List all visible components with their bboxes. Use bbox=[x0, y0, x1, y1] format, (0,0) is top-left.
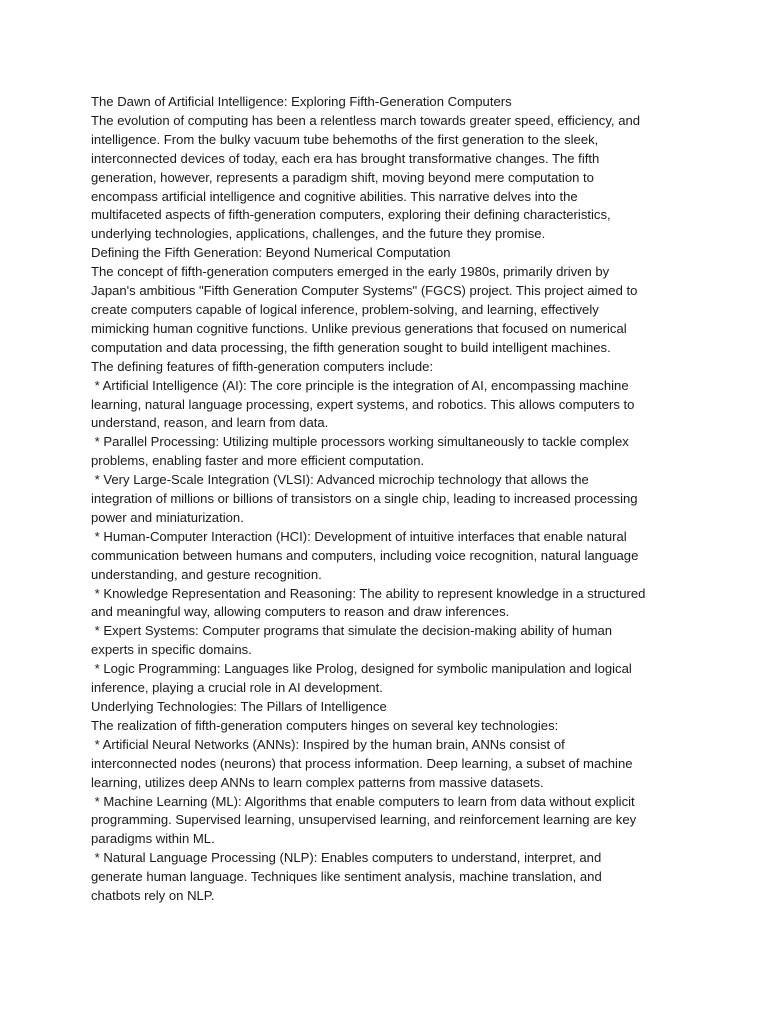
paragraph-line: mimicking human cognitive functions. Unlike previous generations that focused on numerical bbox=[91, 320, 627, 336]
list-item-line: programming. Supervised learning, unsupervised learning, and reinforcement learning are key bbox=[91, 812, 637, 828]
list-item-line: experts in specific domains. bbox=[91, 642, 252, 658]
paragraph-line: interconnected devices of today, each era has brought transformative changes. The fifth bbox=[91, 150, 600, 166]
list-item-line: communication between humans and computers, including voice recognition, natural language bbox=[91, 547, 639, 563]
section-heading: Defining the Fifth Generation: Beyond Numerical Computation bbox=[91, 245, 451, 261]
paragraph-line: multifaceted aspects of fifth-generation computers, exploring their defining characteristics, bbox=[91, 207, 611, 223]
list-item-line: paradigms within ML. bbox=[91, 831, 215, 847]
list-item-line: * Very Large-Scale Integration (VLSI): Advanced microchip technology that allows the bbox=[91, 472, 589, 488]
paragraph-line: generation, however, represents a paradigm shift, moving beyond mere computation to bbox=[91, 169, 594, 185]
section-heading: Underlying Technologies: The Pillars of Intelligence bbox=[91, 699, 387, 714]
paragraph-line: encompass artificial intelligence and cognitive abilities. This narrative delves into the bbox=[91, 188, 578, 204]
list-item-line: interconnected nodes (neurons) that process information. Deep learning, a subset of machine bbox=[91, 755, 633, 771]
list-item-line: understand, reason, and learn from data. bbox=[91, 415, 329, 431]
list-item-line: * Natural Language Processing (NLP): Enables computers to understand, interpret, and bbox=[91, 850, 602, 866]
list-item-line: learning, natural language processing, expert systems, and robotics. This allows computers to bbox=[91, 396, 635, 412]
paragraph-line: computation and data processing, the fifth generation sought to build intelligent machines. bbox=[91, 339, 611, 355]
list-item-line: integration of millions or billions of transistors on a single chip, leading to increased processing bbox=[91, 491, 638, 507]
paragraph-line: The defining features of fifth-generation computers include: bbox=[91, 358, 434, 374]
list-item-line: and meaningful way, allowing computers to reason and draw inferences. bbox=[91, 604, 510, 620]
list-item-line: * Parallel Processing: Utilizing multiple processors working simultaneously to tackle complex bbox=[91, 434, 629, 450]
list-item-line: * Logic Programming: Languages like Prolog, designed for symbolic manipulation and logical bbox=[91, 661, 632, 677]
paragraph-line: The concept of fifth-generation computers emerged in the early 1980s, primarily driven by bbox=[91, 264, 610, 280]
list-item-line: * Artificial Neural Networks (ANNs): Inspired by the human brain, ANNs consist of bbox=[91, 736, 565, 752]
list-item-line: problems, enabling faster and more efficient computation. bbox=[91, 453, 425, 469]
list-item-line: * Expert Systems: Computer programs that simulate the decision-making ability of human bbox=[91, 623, 613, 639]
list-item-line: learning, utilizes deep ANNs to learn complex patterns from massive datasets. bbox=[91, 774, 544, 790]
paragraph-line: The realization of fifth-generation computers hinges on several key technologies: bbox=[91, 717, 559, 733]
list-item-line: power and miniaturization. bbox=[91, 509, 244, 525]
list-item-line: * Human-Computer Interaction (HCI): Development of intuitive interfaces that enable natural bbox=[91, 528, 627, 544]
list-item-line: generate human language. Techniques like sentiment analysis, machine translation, and bbox=[91, 869, 602, 885]
paragraph-line: The evolution of computing has been a relentless march towards greater speed, efficiency, and bbox=[91, 112, 641, 128]
paragraph-line: underlying technologies, applications, challenges, and the future they promise. bbox=[91, 226, 546, 242]
list-item-line: inference, playing a crucial role in AI development. bbox=[91, 680, 383, 696]
paragraph-line: intelligence. From the bulky vacuum tube behemoths of the first generation to the sleek, bbox=[91, 131, 599, 147]
list-item-line: * Machine Learning (ML): Algorithms that enable computers to learn from data without explicit bbox=[91, 793, 635, 809]
document-page bbox=[91, 93, 681, 906]
list-item-line: * Knowledge Representation and Reasoning: The ability to represent knowledge in a structured bbox=[91, 585, 646, 601]
paragraph-line: Japan's ambitious "Fifth Generation Computer Systems" (FGCS) project. This project aimed to bbox=[91, 283, 638, 299]
paragraph-line: create computers capable of logical inference, problem-solving, and learning, effectively bbox=[91, 301, 599, 317]
document-title: The Dawn of Artificial Intelligence: Exploring Fifth-Generation Computers bbox=[91, 94, 512, 109]
list-item-line: understanding, and gesture recognition. bbox=[91, 566, 322, 582]
list-item-line: chatbots rely on NLP. bbox=[91, 888, 215, 904]
list-item-line: * Artificial Intelligence (AI): The core principle is the integration of AI, encompassing machine bbox=[91, 377, 629, 393]
